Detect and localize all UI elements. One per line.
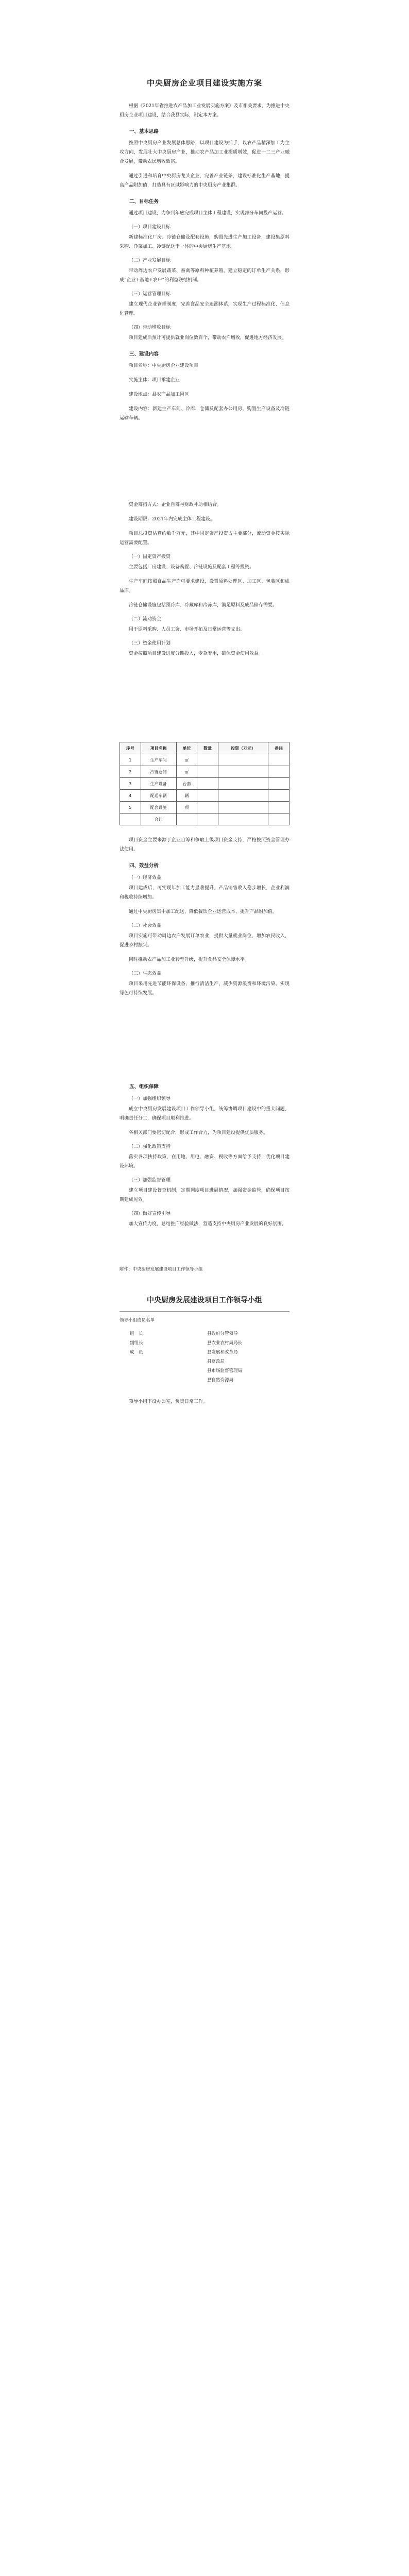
- member-name: [171, 1357, 207, 1366]
- member-title: 县农业农村局局长: [207, 1341, 243, 1346]
- table-cell: [268, 754, 289, 766]
- table-cell: 5: [120, 802, 141, 814]
- member-row: [120, 1338, 289, 1348]
- paragraph: 建立现代企业管理制度，完善食品安全追溯体系，实现生产过程标准化、信息化管理。: [120, 302, 289, 316]
- paragraph: 项目总投资估算约数千万元，其中固定资产投资占主要部分，流动资金按实际运营需要配置。: [120, 531, 289, 546]
- paragraph: 实施主体：项目承建企业: [129, 378, 180, 383]
- attachment-note: 附件：中央厨房发展建设项目工作领导小组: [120, 1267, 203, 1272]
- table-cell: 配送车辆: [141, 790, 176, 802]
- subsection-heading: （一）固定资产投资: [129, 554, 171, 560]
- member-name: [171, 1338, 207, 1348]
- table-cell: [218, 802, 268, 814]
- table-cell: 2: [120, 766, 141, 778]
- paragraph: 通过中央厨房集中加工配送，降低餐饮企业运营成本，提升产品附加值。: [129, 909, 278, 914]
- member-role: [130, 1357, 171, 1366]
- paragraph: 冷链仓储设施包括预冷库、冷藏库和冷冻库，满足原料及成品储存需要。: [129, 603, 278, 608]
- table-cell: [268, 766, 289, 778]
- table-cell: 配套设施: [141, 802, 176, 814]
- member-title: 县政府分管领导: [207, 1331, 238, 1336]
- paragraph: 通过引进和培育中央厨房龙头企业，完善产业链条，建设标准化生产基地，提高产品附加值，打造具有区域影响力的中央厨房产业集群。: [120, 174, 289, 188]
- table-total-row: [120, 814, 289, 825]
- table-cell: [218, 754, 268, 766]
- table-cell: 项: [176, 802, 197, 814]
- table-row: [120, 766, 289, 778]
- page-break-spacer: [120, 1003, 289, 1075]
- subsection-heading: （二）社会效益: [129, 923, 162, 928]
- investment-table: [120, 742, 289, 825]
- column-header: 序号: [120, 742, 141, 754]
- subsection-heading: （一）经济效益: [129, 875, 162, 880]
- member-name: [171, 1329, 207, 1338]
- member-role: [130, 1366, 171, 1376]
- member-row: [120, 1376, 289, 1385]
- table-cell: 冷链仓储: [141, 766, 176, 778]
- table-cell: 4: [120, 790, 141, 802]
- member-row: [120, 1348, 289, 1357]
- member-name: [171, 1366, 207, 1376]
- member-title: 县市场监督管理局: [207, 1368, 243, 1374]
- paragraph: 同时推动农产品加工业转型升级，提升食品安全保障水平。: [129, 957, 250, 962]
- table-cell: 辆: [176, 790, 197, 802]
- member-row: [120, 1357, 289, 1366]
- paragraph: 项目建成后，可实现年加工能力显著提升，产品销售收入稳步增长，企业利润和税收持续增加。: [120, 886, 289, 900]
- column-header: 项目名称: [141, 742, 176, 754]
- intro-paragraph: 根据《2021年省推进农产品加工业发展实施方案》及市相关要求，为推进中央厨房企业项目建设，结合我县实际，制定本方案。: [120, 104, 289, 118]
- member-role: 组 长：: [130, 1331, 148, 1336]
- subsection-heading: （四）做好宣传引导: [129, 1211, 171, 1216]
- paragraph: 建立项目建设督查机制，定期调度项目进展情况，加强资金监管，确保项目按期建成见效。: [120, 1188, 289, 1202]
- subsection-heading: （三）生态效益: [129, 971, 162, 976]
- member-name: [171, 1376, 207, 1385]
- table-cell: ㎡: [176, 766, 197, 778]
- column-header: 备注: [268, 742, 289, 754]
- section-3-heading: 三、建设内容: [129, 351, 159, 357]
- section-2-heading: 二、目标任务: [129, 199, 159, 205]
- table-cell: ㎡: [176, 754, 197, 766]
- paragraph: 项目采用先进节能环保设备，推行清洁生产，减少资源浪费和环境污染，实现绿色可持续发展。: [120, 981, 289, 996]
- subsection-heading: （二）强化政策支持: [129, 1144, 171, 1149]
- table-row: [120, 754, 289, 766]
- paragraph: 带动周边农户发展蔬菜、畜禽等原料种植养殖，建立稳定的订单生产关系，形成“企业+基地+农户”的利益联结机制。: [120, 268, 289, 283]
- member-title: 县发展和改革局: [207, 1350, 238, 1355]
- member-role: 成 员：: [130, 1350, 148, 1355]
- subsection-heading: （三）加强监督管理: [129, 1178, 171, 1183]
- table-cell: [268, 814, 289, 825]
- table-cell: 生产车间: [141, 754, 176, 766]
- column-header: 单位: [176, 742, 197, 754]
- spacer: [120, 1234, 289, 1265]
- subsection-heading: （四）带动增收目标: [129, 325, 171, 330]
- table-row: [120, 778, 289, 790]
- paragraph: 各相关部门要密切配合，形成工作合力，为项目建设提供优质服务。: [129, 1130, 268, 1136]
- paragraph: 通过项目建设，力争到年底完成项目主体工程建设，实现部分车间投产运营。: [129, 211, 287, 216]
- subsection-heading: （一）项目建设目标: [129, 225, 171, 230]
- table-cell: 3: [120, 778, 141, 790]
- member-list-subtitle: 领导小组成员名单: [120, 1318, 155, 1323]
- table-row: [120, 802, 289, 814]
- table-cell: 1: [120, 754, 141, 766]
- table-header-row: [120, 742, 289, 754]
- member-list: [120, 1311, 289, 1385]
- member-title: 县自然资源局: [207, 1378, 234, 1383]
- table-cell: [197, 814, 218, 825]
- paragraph: 生产车间按照食品生产许可要求建设，设置原料处理区、加工区、包装区和成品库。: [120, 579, 289, 594]
- section-1-heading: 一、基本思路: [129, 129, 159, 134]
- table-cell: [268, 790, 289, 802]
- paragraph: 用于原料采购、人员工资、市场开拓及日常运营等支出。: [129, 627, 245, 632]
- page-break-spacer: [120, 428, 289, 500]
- subsection-heading: （二）流动资金: [129, 617, 162, 622]
- member-role: [130, 1376, 171, 1385]
- paragraph: 资金按照项目建设进度分期投入，专款专用，确保资金使用效益。: [129, 651, 264, 656]
- paragraph: 项目实施可带动周边农户发展订单农业，提供大量就业岗位，增加农民收入，促进乡村振兴。: [120, 934, 289, 948]
- closing-note: 领导小组下设办公室，负责日常工作。: [129, 1399, 208, 1404]
- table-cell: [218, 778, 268, 790]
- member-role: 副组长：: [130, 1341, 148, 1346]
- table-cell: [197, 802, 218, 814]
- table-cell: [218, 790, 268, 802]
- paragraph: 主要包括厂房建设、设备购置、冷链设施及配套工程等投资。: [129, 565, 254, 570]
- section-5-heading: 五、组织保障: [129, 1084, 159, 1090]
- table-cell: [197, 790, 218, 802]
- table-cell: [218, 814, 268, 825]
- paragraph: 建设地点：县农产品加工园区: [129, 392, 190, 397]
- member-title: 县财政局: [207, 1359, 225, 1364]
- table-cell: [197, 778, 218, 790]
- table-cell: [197, 754, 218, 766]
- paragraph: 项目资金主要来源于企业自筹和争取上级项目资金支持，严格按照资金管理办法使用。: [120, 838, 289, 852]
- table-cell: 生产设备: [141, 778, 176, 790]
- subsection-heading: （二）产业发展目标: [129, 258, 171, 263]
- table-cell: 合计: [141, 814, 176, 825]
- paragraph: 成立中央厨房发展建设项目工作领导小组，统筹协调项目建设中的重大问题，明确责任分工，确保项目顺利推进。: [120, 1107, 289, 1121]
- section-4-heading: 四、效益分析: [129, 863, 159, 869]
- paragraph: 新建标准化厂房、冷链仓储及配套设施，购置先进生产加工设备，建设集原料采购、净菜加工、冷链配送于一体的中央厨房生产基地。: [120, 235, 289, 249]
- table-cell: [218, 766, 268, 778]
- paragraph: 项目名称：中央厨房企业建设项目: [129, 363, 199, 368]
- table-cell: [197, 766, 218, 778]
- paragraph: 项目建成后预计可提供就业岗位数百个，带动农户增收，促进地方经济发展。: [129, 335, 287, 341]
- document-title: 中央厨房企业项目建设实施方案: [146, 78, 262, 88]
- paragraph: 建设期限：2021年内完成主体工程建设。: [129, 517, 215, 522]
- paragraph: 按照中央厨房产业发展总体思路，以项目建设为抓手，以农产品精深加工为主攻方向，发展壮大中央厨房产业，推动农产品加工业提质增效，促进一二三产业融合发展，带动农民增收致富。: [120, 141, 289, 164]
- member-row: [120, 1329, 289, 1338]
- paragraph: 加大宣传力度，总结推广经验做法，营造支持中央厨房产业发展的良好氛围。: [129, 1222, 287, 1227]
- table-cell: [268, 802, 289, 814]
- table-cell: [120, 814, 141, 825]
- subsection-heading: （一）加强组织领导: [129, 1096, 171, 1101]
- paragraph: 资金筹措方式：企业自筹与财政补助相结合。: [129, 502, 222, 507]
- table-cell: 台套: [176, 778, 197, 790]
- subsection-heading: （三）资金使用计划: [129, 641, 171, 646]
- table-cell: [268, 778, 289, 790]
- paragraph: 落实各项扶持政策，在用地、用电、融资、税收等方面给予支持，优化项目建设环境。: [120, 1155, 289, 1169]
- table-cell: [176, 814, 197, 825]
- leading-group-title: 中央厨房发展建设项目工作领导小组: [147, 1296, 262, 1304]
- member-row: [120, 1366, 289, 1376]
- page-break-spacer: [120, 664, 289, 736]
- document-body: [120, 77, 289, 1412]
- column-header: 投资（万元）: [218, 742, 268, 754]
- subsection-heading: （三）运营管理目标: [129, 292, 171, 297]
- table-row: [120, 790, 289, 802]
- column-header: 数量: [197, 742, 218, 754]
- paragraph: 建设内容：新建生产车间、冷库、仓储及配套办公用房，购置生产设备及冷链运输车辆。: [120, 406, 289, 421]
- member-name: [171, 1348, 207, 1357]
